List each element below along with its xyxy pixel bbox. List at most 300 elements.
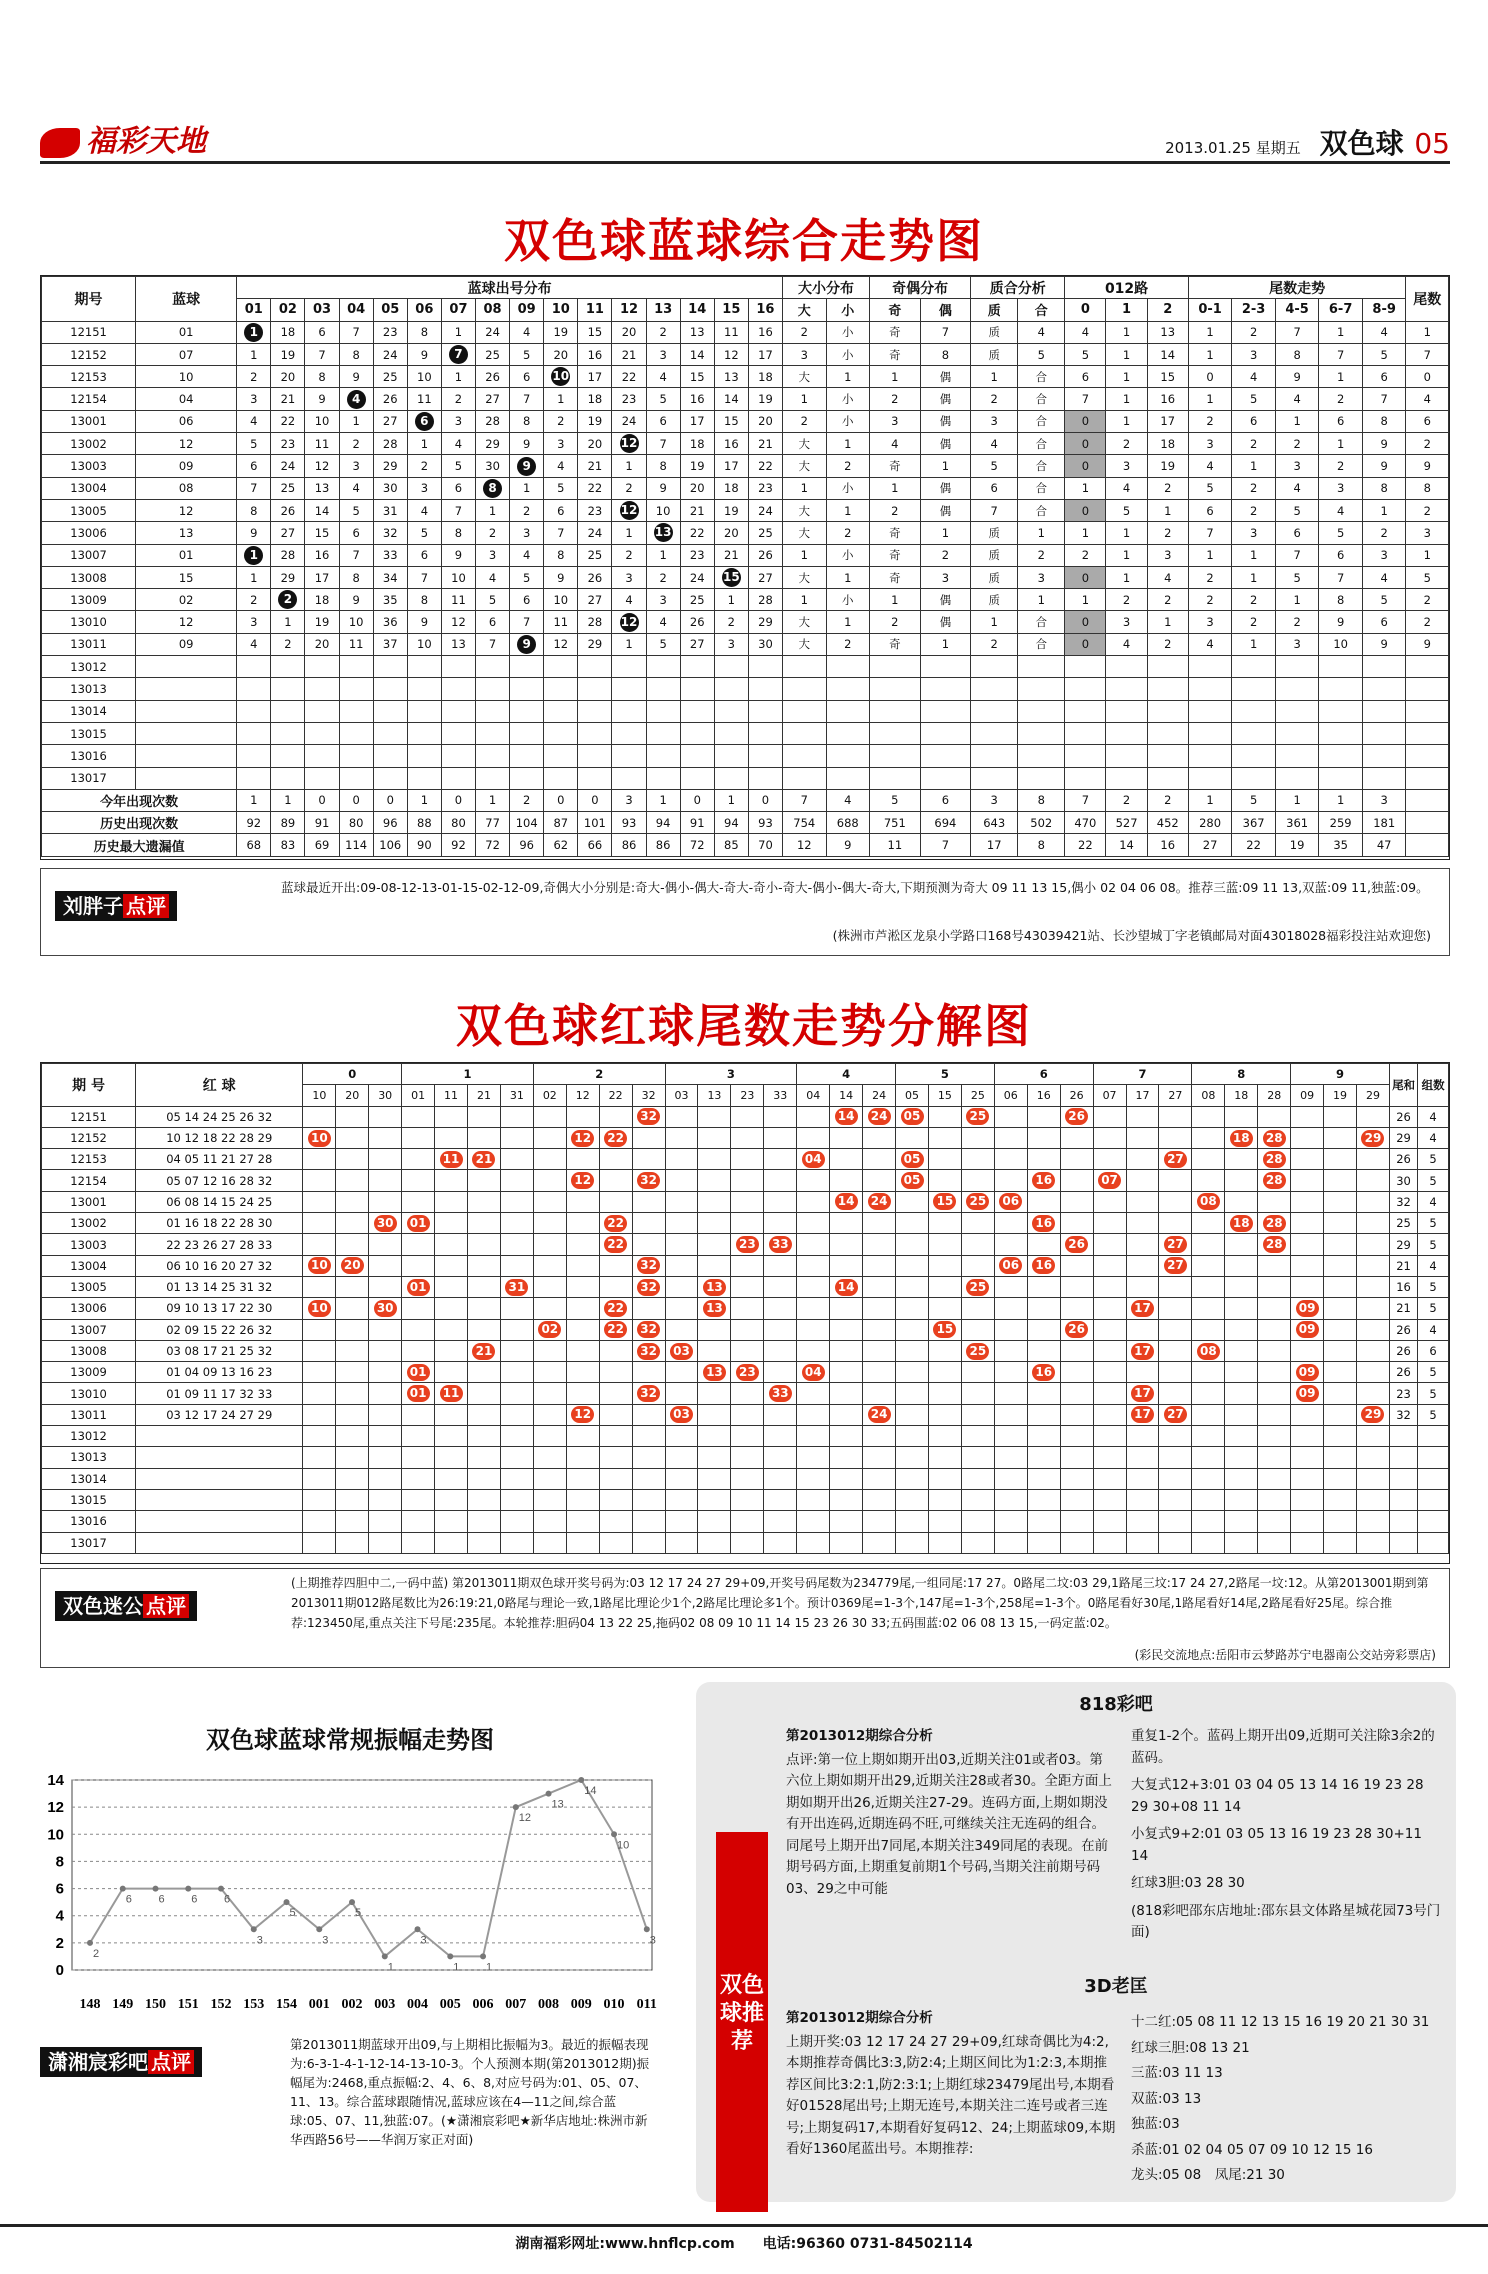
value-cell: 1 <box>1106 544 1147 566</box>
tail-cell <box>863 1191 896 1212</box>
tail-cell <box>336 1298 369 1319</box>
tail-cell <box>632 1276 665 1297</box>
tail-cell <box>1159 1170 1192 1191</box>
period-cell: 13017 <box>42 1532 136 1553</box>
value-cell: 4 <box>1106 477 1147 499</box>
tail-cell <box>698 1234 731 1255</box>
value-cell: 5 <box>339 499 373 521</box>
value-cell: 20 <box>544 343 578 365</box>
red-hit-ball: 27 <box>1164 1406 1187 1423</box>
value-cell: 29 <box>476 433 510 455</box>
value-cell: 5 <box>476 589 510 611</box>
value-cell <box>1188 700 1232 722</box>
value-cell <box>544 745 578 767</box>
red-numbers-cell: 03 08 17 21 25 32 <box>136 1340 303 1361</box>
stats-cell: 361 <box>1275 812 1319 834</box>
tail-cell <box>797 1234 830 1255</box>
tail-cell <box>863 1511 896 1532</box>
tail-cell <box>1027 1276 1060 1297</box>
tail-cell <box>566 1489 599 1510</box>
tail-cell <box>1060 1489 1093 1510</box>
tail-cell <box>1027 1340 1060 1361</box>
tail-cell <box>1060 1532 1093 1553</box>
hdr-period: 期号 <box>42 277 136 322</box>
group-cell <box>1418 1468 1449 1489</box>
tail-cell <box>764 1213 797 1234</box>
value-cell <box>826 678 870 700</box>
tail-cell <box>665 1276 698 1297</box>
value-cell: 合 <box>1018 477 1065 499</box>
group-cell: 4 <box>1418 1319 1449 1340</box>
tail-cell <box>632 1213 665 1234</box>
value-cell: 22 <box>578 477 612 499</box>
value-cell <box>510 700 544 722</box>
red-hit-ball: 24 <box>868 1108 891 1125</box>
data-point <box>546 1791 552 1797</box>
tail-cell <box>468 1404 501 1425</box>
value-cell: 30 <box>373 477 407 499</box>
value-cell: 1 <box>1018 589 1065 611</box>
tail-cell <box>1357 1276 1390 1297</box>
tail-cell <box>665 1191 698 1212</box>
value-cell <box>441 767 475 789</box>
tail-cell <box>928 1319 961 1340</box>
tail-cell <box>369 1255 402 1276</box>
stats-cell: 1 <box>237 789 271 811</box>
value-cell <box>237 745 271 767</box>
value-cell: 23 <box>373 321 407 343</box>
red-hit-ball: 10 <box>308 1300 331 1317</box>
tail-cell <box>928 1234 961 1255</box>
col-head: 14 <box>680 299 714 321</box>
tail-cell <box>731 1170 764 1191</box>
value-cell: 1 <box>1232 566 1276 588</box>
tail-cell <box>797 1149 830 1170</box>
tail-cell <box>336 1532 369 1553</box>
tail-cell <box>1126 1149 1159 1170</box>
red-hit-ball: 12 <box>571 1172 594 1189</box>
col-head: 1 <box>1106 299 1147 321</box>
tail-cell <box>665 1255 698 1276</box>
tail-cell <box>797 1213 830 1234</box>
value-cell: 4 <box>870 433 921 455</box>
tail-cell <box>500 1489 533 1510</box>
red-numbers-cell <box>136 1468 303 1489</box>
value-cell <box>1147 678 1188 700</box>
group-cell: 5 <box>1418 1276 1449 1297</box>
hdr-digit: 1 <box>402 1064 534 1085</box>
stats-cell: 35 <box>1319 834 1363 856</box>
value-cell: 2 <box>1232 499 1276 521</box>
stats-cell: 4 <box>826 789 870 811</box>
tail-cell <box>402 1468 435 1489</box>
sum-cell: 30 <box>1389 1170 1417 1191</box>
tail-cell <box>1027 1426 1060 1447</box>
stats-cell: 12 <box>783 834 827 856</box>
red-hit-ball: 05 <box>901 1172 924 1189</box>
col-head: 2-3 <box>1232 299 1276 321</box>
red-hit-ball: 30 <box>374 1215 397 1232</box>
value-cell: 21 <box>578 455 612 477</box>
tail-cell <box>303 1234 336 1255</box>
value-cell: 奇 <box>870 343 921 365</box>
stats-cell: 8 <box>1018 834 1065 856</box>
tail-cell <box>797 1106 830 1127</box>
tail-cell <box>994 1191 1027 1212</box>
value-cell: 6 <box>305 321 339 343</box>
comment-box-2 <box>40 1568 1450 1668</box>
period-cell: 13004 <box>42 1255 136 1276</box>
value-cell <box>339 656 373 678</box>
red-numbers-cell: 06 10 16 20 27 32 <box>136 1255 303 1276</box>
red-hit-ball: 23 <box>736 1236 759 1253</box>
value-cell: 15 <box>305 522 339 544</box>
tail-cell <box>665 1340 698 1361</box>
tail-cell <box>336 1106 369 1127</box>
num-head: 13 <box>698 1085 731 1106</box>
red-hit-ball: 32 <box>637 1343 660 1360</box>
col-head: 11 <box>578 299 612 321</box>
value-cell: 24 <box>271 455 305 477</box>
value-cell: 6 <box>1275 522 1319 544</box>
red-numbers-cell: 01 13 14 25 31 32 <box>136 1276 303 1297</box>
value-cell <box>339 722 373 744</box>
num-head: 22 <box>599 1085 632 1106</box>
comment-tag-2: 双色迷公 点评 <box>55 1591 197 1621</box>
tail-cell <box>797 1191 830 1212</box>
group-cell: 4 <box>1418 1255 1449 1276</box>
red-hit-ball: 04 <box>802 1151 825 1168</box>
table-row <box>42 433 1449 455</box>
tail-cell <box>1291 1532 1324 1553</box>
value-cell: 12 <box>305 455 339 477</box>
value-cell <box>920 722 971 744</box>
red-hit-ball: 28 <box>1263 1130 1286 1147</box>
tail-cell <box>468 1213 501 1234</box>
tail-cell <box>1291 1234 1324 1255</box>
tail-cell <box>896 1383 929 1404</box>
tail-cell <box>533 1340 566 1361</box>
value-cell: 质 <box>971 522 1018 544</box>
blue-hit-ball: 12 <box>620 434 639 453</box>
value-cell: 1 <box>612 633 646 655</box>
value-cell <box>1275 656 1319 678</box>
tail-cell <box>402 1383 435 1404</box>
tail-cell <box>533 1319 566 1340</box>
x-tick-label: 148 <box>79 1997 101 2012</box>
x-tick-label: 007 <box>505 1997 527 2012</box>
tail-cell <box>665 1170 698 1191</box>
sum-cell: 32 <box>1389 1191 1417 1212</box>
period-cell: 12153 <box>42 366 136 388</box>
red-numbers-cell: 05 14 24 25 26 32 <box>136 1106 303 1127</box>
tail-cell <box>1126 1447 1159 1468</box>
value-cell: 14 <box>305 499 339 521</box>
value-cell <box>305 722 339 744</box>
value-cell <box>646 722 680 744</box>
stats-cell: 22 <box>1065 834 1106 856</box>
value-cell: 8 <box>1362 477 1406 499</box>
tail-cell <box>369 1532 402 1553</box>
tail-cell <box>863 1468 896 1489</box>
tail-cell <box>994 1276 1027 1297</box>
value-cell <box>271 678 305 700</box>
value-cell: 27 <box>680 633 714 655</box>
tail-cell <box>435 1489 468 1510</box>
value-cell <box>1319 700 1363 722</box>
tail-cell <box>896 1319 929 1340</box>
red-hit-ball: 31 <box>505 1279 528 1296</box>
data-point <box>644 1926 650 1932</box>
tail-cell <box>1324 1149 1357 1170</box>
value-cell: 1 <box>1147 499 1188 521</box>
data-label: 1 <box>387 1961 394 1974</box>
value-cell: 8 <box>339 566 373 588</box>
tail-cell <box>1093 1340 1126 1361</box>
value-cell <box>783 722 827 744</box>
value-cell: 9 <box>305 388 339 410</box>
tail-cell <box>1093 1426 1126 1447</box>
tail-cell <box>1291 1255 1324 1276</box>
tail-cell <box>1258 1404 1291 1425</box>
value-cell: 23 <box>680 544 714 566</box>
tail-cell <box>961 1255 994 1276</box>
tail-cell <box>599 1149 632 1170</box>
tail-cell <box>1159 1511 1192 1532</box>
red-hit-ball: 32 <box>637 1279 660 1296</box>
value-cell: 2 <box>646 566 680 588</box>
value-cell <box>441 343 475 365</box>
red-numbers-cell: 04 05 11 21 27 28 <box>136 1149 303 1170</box>
value-cell: 6 <box>510 589 544 611</box>
col-head: 0 <box>1065 299 1106 321</box>
value-cell: 10 <box>305 410 339 432</box>
tail-cell <box>303 1191 336 1212</box>
value-cell: 18 <box>680 433 714 455</box>
value-cell: 5 <box>407 522 441 544</box>
tail-cell: 2 <box>1406 589 1449 611</box>
value-cell: 2 <box>407 455 441 477</box>
tail-cell <box>994 1106 1027 1127</box>
num-head: 32 <box>632 1085 665 1106</box>
value-cell: 6 <box>510 366 544 388</box>
value-cell: 3 <box>476 544 510 566</box>
stats-cell: 5 <box>1232 789 1276 811</box>
value-cell: 6 <box>441 477 475 499</box>
red-hit-ball: 32 <box>637 1108 660 1125</box>
tail-cell <box>402 1489 435 1510</box>
value-cell <box>1106 678 1147 700</box>
group-cell: 4 <box>1418 1127 1449 1148</box>
value-cell: 17 <box>1147 410 1188 432</box>
tail-cell <box>468 1383 501 1404</box>
tail-cell <box>500 1213 533 1234</box>
value-cell: 小 <box>826 388 870 410</box>
tail-cell <box>1060 1234 1093 1255</box>
blue-number-cell: 15 <box>136 566 237 588</box>
value-cell: 21 <box>680 499 714 521</box>
blue-number-cell: 07 <box>136 343 237 365</box>
value-cell <box>373 722 407 744</box>
value-cell: 25 <box>680 589 714 611</box>
tail-cell <box>336 1213 369 1234</box>
tail-cell: 5 <box>1406 566 1449 588</box>
blue-trend-table-box <box>40 275 1450 860</box>
tail-cell <box>632 1234 665 1255</box>
tail-cell <box>500 1340 533 1361</box>
stats-cell: 7 <box>1065 789 1106 811</box>
tail-cell <box>731 1234 764 1255</box>
tail-cell <box>928 1276 961 1297</box>
tail-cell <box>1225 1255 1258 1276</box>
num-head: 02 <box>533 1085 566 1106</box>
value-cell <box>680 656 714 678</box>
tail-cell <box>435 1255 468 1276</box>
value-cell: 6 <box>1319 410 1363 432</box>
tail-cell <box>566 1383 599 1404</box>
value-cell <box>971 656 1018 678</box>
value-cell: 11 <box>714 321 748 343</box>
value-cell: 奇 <box>870 544 921 566</box>
tail-cell <box>632 1383 665 1404</box>
value-cell: 12 <box>544 633 578 655</box>
tail-cell <box>1357 1234 1390 1255</box>
value-cell: 16 <box>305 544 339 566</box>
value-cell: 9 <box>646 477 680 499</box>
tail-cell <box>665 1426 698 1447</box>
sum-cell: 26 <box>1389 1106 1417 1127</box>
tail-cell <box>1357 1170 1390 1191</box>
recommend-vertical-tag: 双色球推荐 <box>716 1832 768 2212</box>
tail-cell <box>1324 1234 1357 1255</box>
tail-cell <box>994 1383 1027 1404</box>
tail-cell: 7 <box>1406 343 1449 365</box>
tail-cell <box>961 1532 994 1553</box>
tail-cell <box>500 1362 533 1383</box>
value-cell <box>237 678 271 700</box>
tail-cell <box>632 1191 665 1212</box>
tail-cell <box>1225 1447 1258 1468</box>
tail-cell <box>1192 1213 1225 1234</box>
value-cell: 小 <box>826 343 870 365</box>
tail-cell <box>1027 1127 1060 1148</box>
red-hit-ball: 17 <box>1131 1343 1154 1360</box>
tail-cell <box>961 1489 994 1510</box>
tail-cell <box>1357 1383 1390 1404</box>
value-cell: 3 <box>1188 611 1232 633</box>
value-cell: 4 <box>646 366 680 388</box>
value-cell: 1 <box>1232 455 1276 477</box>
tail-cell <box>1324 1404 1357 1425</box>
value-cell: 8 <box>441 522 475 544</box>
num-head: 27 <box>1159 1085 1192 1106</box>
red-numbers-cell: 22 23 26 27 28 33 <box>136 1234 303 1255</box>
tail-cell <box>764 1340 797 1361</box>
value-cell <box>476 745 510 767</box>
tail-cell <box>369 1511 402 1532</box>
tail-cell <box>1060 1191 1093 1212</box>
value-cell: 合 <box>1018 633 1065 655</box>
red-hit-ball: 09 <box>1296 1385 1319 1402</box>
value-cell: 3 <box>1232 522 1276 544</box>
tail-cell <box>369 1191 402 1212</box>
value-cell: 6 <box>237 455 271 477</box>
value-cell: 1 <box>441 366 475 388</box>
tail-cell <box>500 1468 533 1489</box>
value-cell: 11 <box>407 388 441 410</box>
stats-cell: 89 <box>271 812 305 834</box>
value-cell: 4 <box>1147 566 1188 588</box>
tail-cell <box>1258 1213 1291 1234</box>
value-cell <box>373 656 407 678</box>
period-cell: 13014 <box>42 1468 136 1489</box>
tail-cell: 2 <box>1406 611 1449 633</box>
tail-cell <box>698 1191 731 1212</box>
value-cell: 25 <box>271 477 305 499</box>
value-cell <box>1319 722 1363 744</box>
value-cell <box>407 722 441 744</box>
value-cell: 质 <box>971 566 1018 588</box>
tail-cell <box>566 1468 599 1489</box>
stats-cell: 527 <box>1106 812 1147 834</box>
red-hit-ball: 15 <box>933 1193 956 1210</box>
num-head: 23 <box>731 1085 764 1106</box>
tail-cell <box>764 1447 797 1468</box>
red-numbers-cell <box>136 1511 303 1532</box>
tail-cell: 2 <box>1406 433 1449 455</box>
tail-cell <box>764 1404 797 1425</box>
tail-cell <box>435 1340 468 1361</box>
value-cell: 1 <box>1319 366 1363 388</box>
data-point <box>120 1886 126 1892</box>
value-cell <box>441 722 475 744</box>
red-numbers-cell: 03 12 17 24 27 29 <box>136 1404 303 1425</box>
value-cell: 25 <box>373 366 407 388</box>
value-cell <box>1065 722 1106 744</box>
value-cell <box>476 477 510 499</box>
value-cell: 6 <box>971 477 1018 499</box>
value-cell: 2 <box>870 388 921 410</box>
num-head: 20 <box>336 1085 369 1106</box>
stats-cell: 72 <box>476 834 510 856</box>
value-cell <box>373 678 407 700</box>
tail-cell <box>863 1383 896 1404</box>
tail-cell <box>1027 1170 1060 1191</box>
stats-cell: 694 <box>920 812 971 834</box>
tail-cell <box>896 1170 929 1191</box>
tail-cell <box>1192 1511 1225 1532</box>
tail-cell <box>1126 1340 1159 1361</box>
tail-cell <box>402 1170 435 1191</box>
value-cell: 12 <box>441 611 475 633</box>
value-cell: 8 <box>510 410 544 432</box>
blue-number-cell: 01 <box>136 544 237 566</box>
value-cell <box>680 722 714 744</box>
comment-addr-1: (株洲市芦淞区龙泉小学路口168号43039421站、长沙望城丁字老镇邮局对面43018028福彩投注站欢迎您) <box>832 928 1431 943</box>
table-row <box>42 1532 1449 1553</box>
tail-cell <box>764 1106 797 1127</box>
value-cell: 26 <box>748 544 782 566</box>
value-cell: 3 <box>646 589 680 611</box>
tail-cell <box>731 1489 764 1510</box>
tail-cell <box>435 1468 468 1489</box>
num-head: 18 <box>1225 1085 1258 1106</box>
value-cell: 1 <box>870 589 921 611</box>
stats-cell: 94 <box>646 812 680 834</box>
stats-cell: 80 <box>339 812 373 834</box>
blue-number-cell: 02 <box>136 589 237 611</box>
period-cell: 13014 <box>42 700 136 722</box>
